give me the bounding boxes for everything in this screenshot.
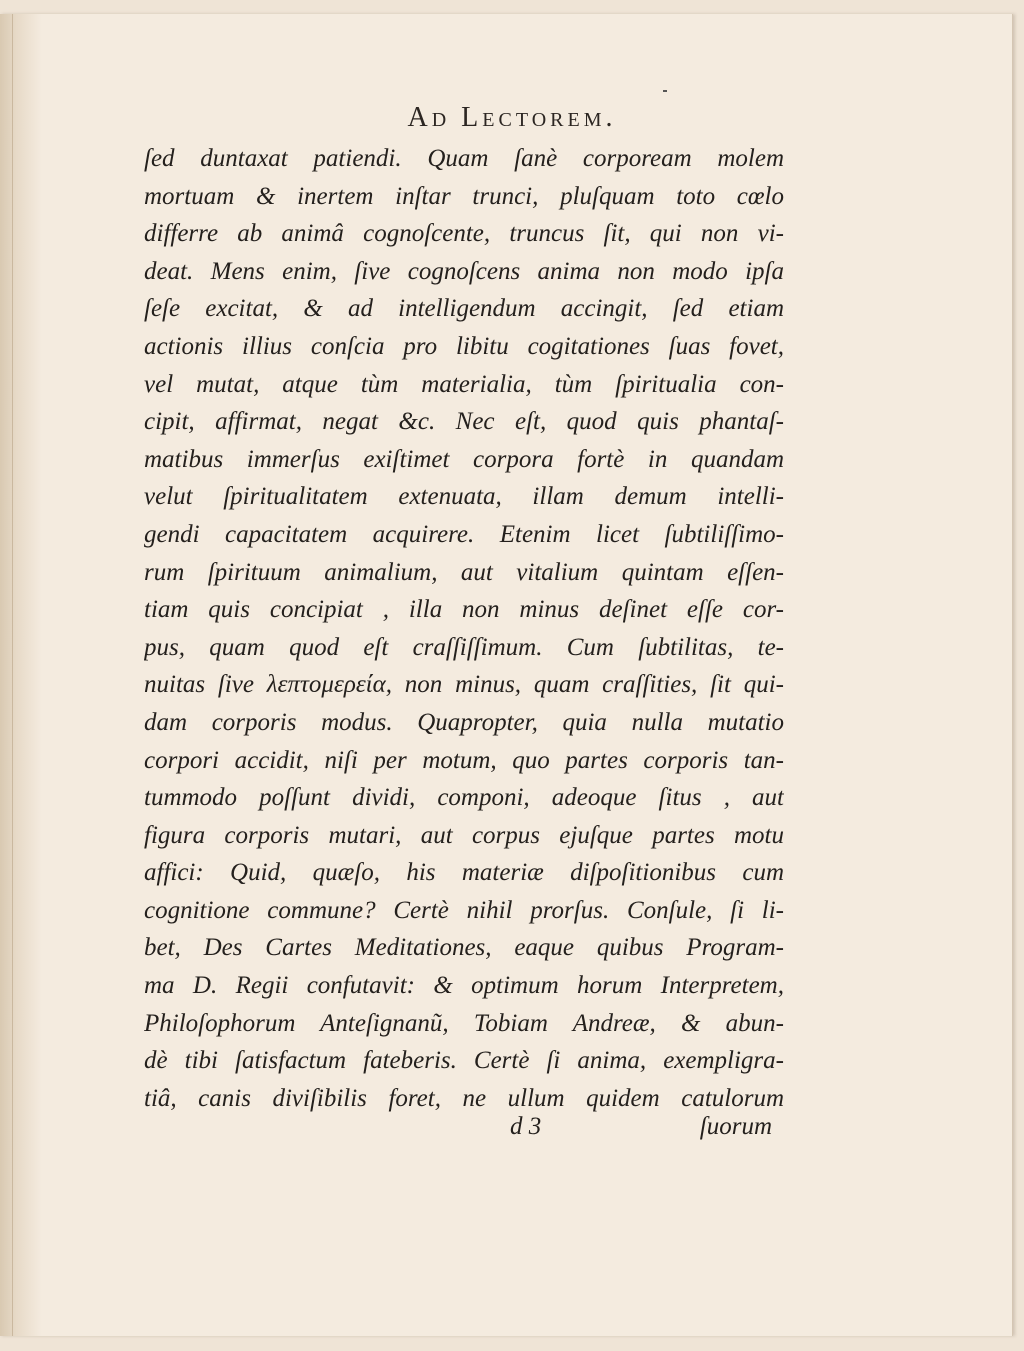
text-line: vel mutat, atque tùm materialia, tùm ſpiritualia con-: [144, 370, 784, 398]
text-line: pus, quam quod eſt craſſiſſimum. Cum ſubtilitas, te-: [144, 633, 784, 661]
running-header-text: Ad Lectorem.: [407, 102, 617, 133]
running-header: [0, 102, 1024, 134]
text-line: rum ſpirituum animalium, aut vitalium quintam eſſen-: [144, 558, 784, 586]
text-line: tiâ, canis diviſibilis foret, ne ullum quidem catulorum: [144, 1084, 784, 1112]
text-line: deat. Mens enim, ſive cognoſcens anima non modo ipſa: [144, 257, 784, 285]
text-line: affici: Quid, quæſo, his materiæ diſpoſitionibus cum: [144, 859, 784, 887]
signature-mark: d 3: [510, 1113, 542, 1140]
text-line: mortuam & inertem inſtar trunci, pluſquam toto cœlo: [144, 182, 784, 210]
text-line: ma D. Regii confutavit: & optimum horum Interpretem,: [144, 972, 784, 1000]
text-block: [144, 140, 784, 1117]
text-line: figura corporis mutari, aut corpus ejuſque partes motu: [144, 821, 784, 849]
catchword: ſuorum: [699, 1113, 772, 1140]
text-line: nuitas ſive λεπτομερεία, non minus, quam craſſities, ſit qui-: [144, 671, 784, 699]
text-line: velut ſpiritualitatem extenuata, illam demum intelli-: [144, 483, 784, 511]
text-line: Philoſophorum Anteſignanũ, Tobiam Andreæ, & abun-: [144, 1009, 784, 1037]
text-line: gendi capacitatem acquirere. Etenim licet ſubtiliſſimo-: [144, 520, 784, 548]
text-line: tummodo poſſunt dividi, componi, adeoque ſitus , aut: [144, 784, 784, 812]
text-line: cipit, affirmat, negat &c. Nec eſt, quod quis phantaſ-: [144, 408, 784, 436]
text-line: dè tibi ſatisfactum fateberis. Certè ſi anima, exempligra-: [144, 1047, 784, 1075]
text-line: corpori accidit, niſi per motum, quo partes corporis tan-: [144, 746, 784, 774]
text-line: ſeſe excitat, & ad intelligendum accingit, ſed etiam: [144, 295, 784, 323]
text-line: bet, Des Cartes Meditationes, eaque quibus Program-: [144, 934, 784, 962]
page-footer: [144, 1113, 772, 1151]
text-line: matibus immerſus exiſtimet corpora fortè in quandam: [144, 445, 784, 473]
text-line: ſed duntaxat patiendi. Quam ſanè corpoream molem: [144, 145, 784, 172]
gutter-fold-line: [12, 14, 13, 1336]
text-line: actionis illius conſcia pro libitu cogitationes ſuas fovet,: [144, 332, 784, 360]
ink-speck: [663, 90, 667, 92]
text-line: tiam quis concipiat , illa non minus deſinet eſſe cor-: [144, 596, 784, 624]
page-gutter: [0, 14, 42, 1336]
text-line: cognitione commune? Certè nihil prorſus. Conſule, ſi li-: [144, 896, 784, 924]
text-line: dam corporis modus. Quapropter, quia nulla mutatio: [144, 708, 784, 736]
text-line: differre ab animâ cognoſcente, truncus ſit, qui non vi-: [144, 220, 784, 248]
